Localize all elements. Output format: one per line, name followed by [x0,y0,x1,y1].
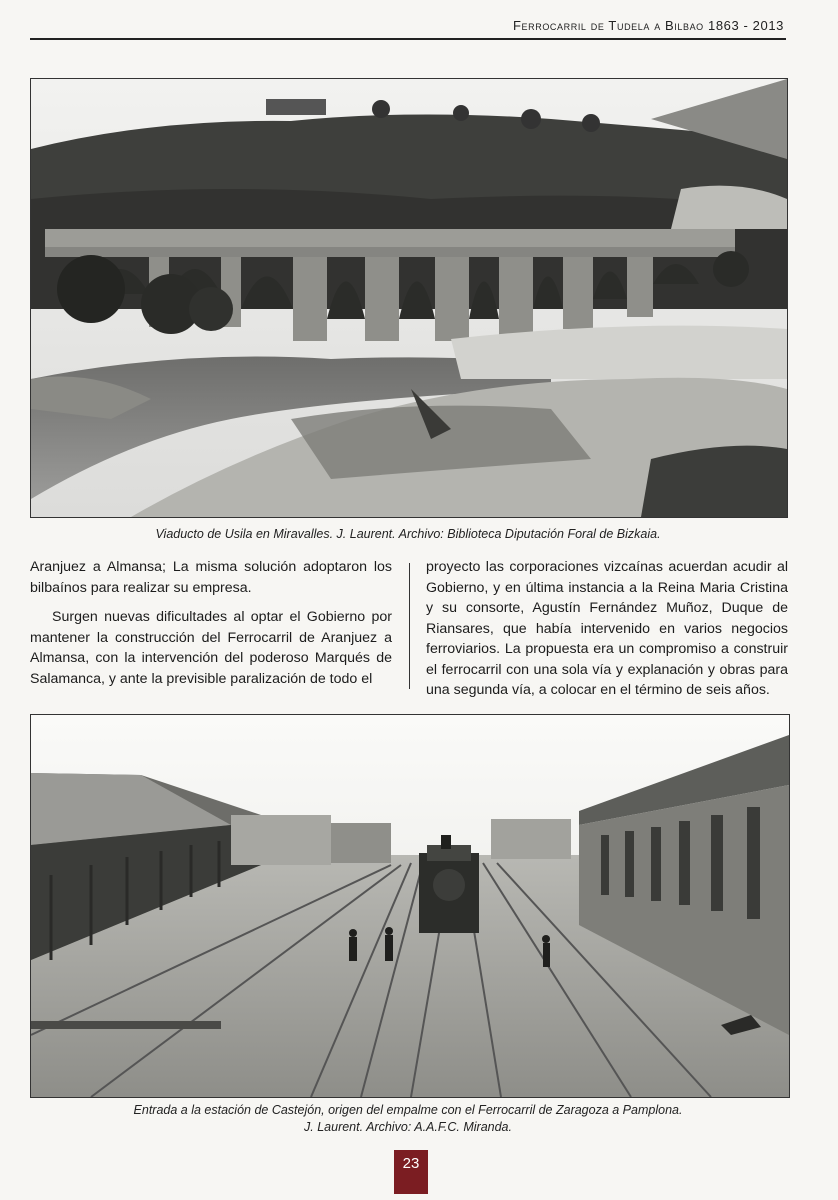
usila-viaduct-illustration [31,79,787,517]
paragraph: Aranjuez a Almansa; La misma solución adoptaron los bilbaínos para realizar su empresa. [30,559,392,596]
usila-viaduct-photo [30,78,788,518]
castejon-station-photo [30,714,790,1098]
right-text-column [426,557,788,701]
paragraph: proyecto las corporaciones vizcaínas acuerdan acudir al Gobierno, y en última instancia a la Reina Maria Cristina y su consorte, Agustín Fernández Muñoz, Duque de Riansares, que había intervenido en varios negocios ferroviarios. La propuesta era un compromiso a construir el ferrocarril con una sola vía y explanación y obras para una segunda vía, a colocar en el término de seis años. [426,559,788,698]
caption-line: J. Laurent. Archivo: A.A.F.C. Miranda. [304,1120,512,1134]
page-number: 23 [402,1155,420,1172]
running-header-title: Ferrocarril de Tudela a Bilbao 1863 - 2013 [512,18,784,33]
figure-caption-2 [30,1102,786,1136]
castejon-station-illustration [31,715,789,1097]
caption-line: Entrada a la estación de Castejón, origen del empalme con el Ferrocarril de Zaragoza a Pamplona. [133,1103,683,1117]
paragraph: Surgen nuevas dificultades al optar el Gobierno por mantener la construcción del Ferrocarril de Aranjuez a Almansa, con la intervención del poderoso Marqués de Salamanca, y ante la previsible paralización de todo el [30,609,392,687]
column-divider [409,563,410,689]
figure-caption-1 [30,526,786,543]
header-rule [30,38,786,40]
running-header [30,14,786,40]
caption-line: Viaducto de Usila en Miravalles. J. Laurent. Archivo: Biblioteca Diputación Foral de Bizkaia. [155,527,661,541]
left-text-column [30,557,392,689]
page-number-badge [394,1150,428,1194]
